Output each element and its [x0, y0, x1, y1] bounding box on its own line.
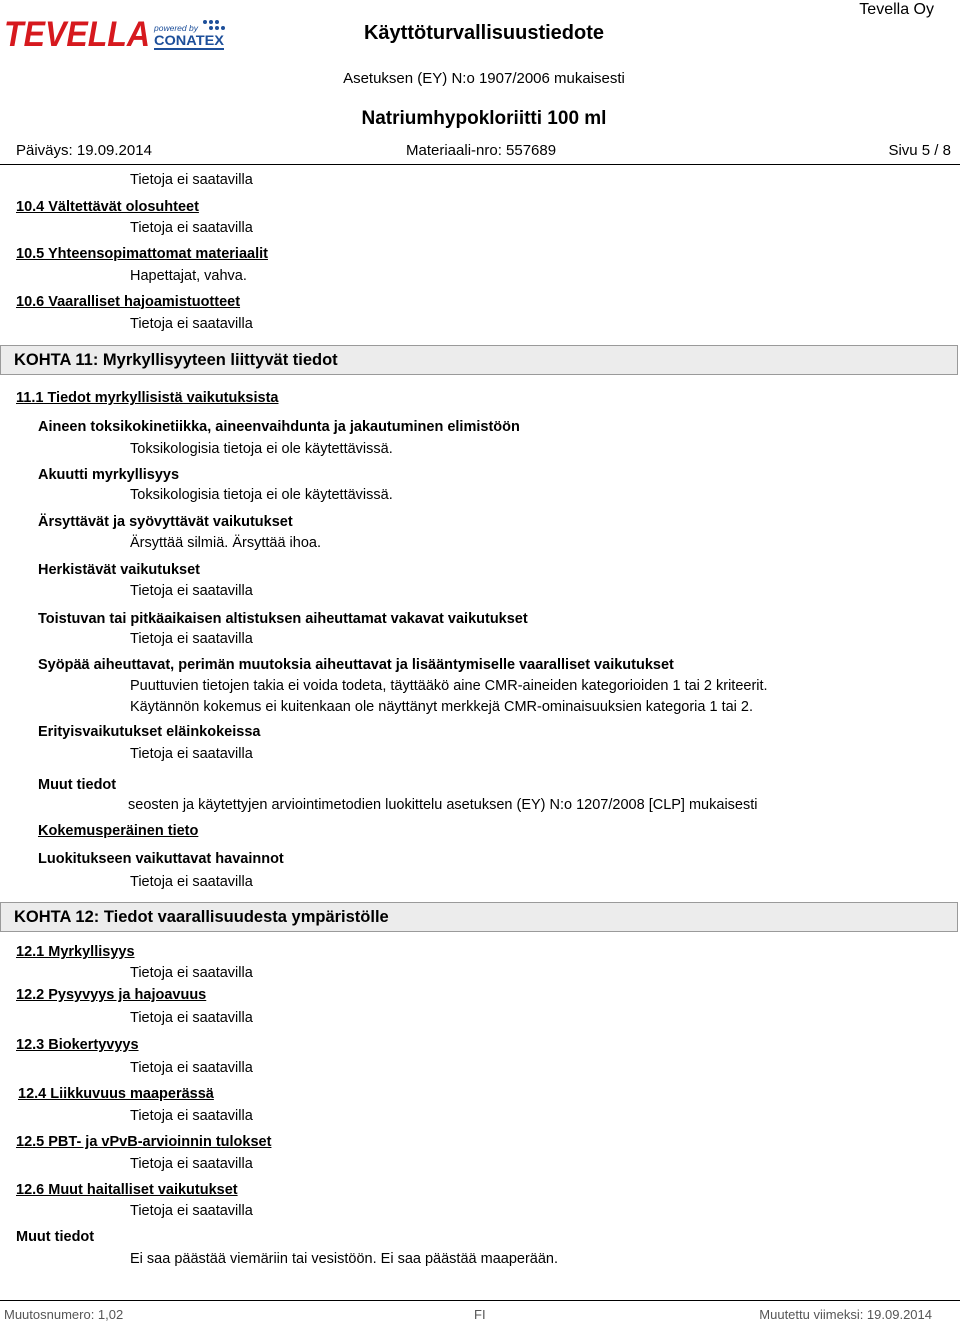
- subsection-heading: 11.1 Tiedot myrkyllisistä vaikutuksista: [16, 390, 279, 406]
- field-value: Tietoja ei saatavilla: [130, 1156, 253, 1172]
- logo-brand-text: CONATEX: [154, 32, 225, 48]
- material-number: Materiaali-nro: 557689: [406, 142, 557, 159]
- field-label: Aineen toksikokinetiikka, aineenvaihdunta ja jakautuminen elimistöön: [38, 419, 520, 435]
- language-code: FI: [474, 1307, 486, 1322]
- field-label: Akuutti myrkyllisyys: [38, 467, 180, 483]
- field-value: Tietoja ei saatavilla: [130, 583, 253, 599]
- field-label: Kokemusperäinen tieto: [38, 823, 199, 839]
- last-modified: Muutettu viimeksi: 19.09.2014: [759, 1307, 932, 1322]
- subsection-heading: 10.6 Vaaralliset hajoamistuotteet: [16, 294, 241, 310]
- field-value: Tietoja ei saatavilla: [130, 874, 253, 890]
- page-number: Sivu 5 / 8: [888, 142, 951, 159]
- regulation-text: Asetuksen (EY) N:o 1907/2006 mukaisesti: [343, 70, 625, 87]
- subsection-heading: 12.6 Muut haitalliset vaikutukset: [16, 1182, 238, 1198]
- section-heading: KOHTA 12: Tiedot vaarallisuudesta ympäristölle: [0, 902, 958, 932]
- field-value: Tietoja ei saatavilla: [130, 1203, 253, 1219]
- field-value: Käytännön kokemus ei kuitenkaan ole näyttänyt merkkejä CMR-ominaisuuksien kategoria 1 tai 2.: [130, 699, 754, 715]
- logo-text: TEVELLA: [4, 15, 150, 54]
- field-label: Syöpää aiheuttavat, perimän muutoksia aiheuttavat ja lisääntymiselle vaaralliset vaikutukset: [38, 657, 674, 673]
- field-value: Tietoja ei saatavilla: [130, 220, 253, 236]
- field-label: Muut tiedot: [38, 777, 117, 793]
- field-label: Luokitukseen vaikuttavat havainnot: [38, 851, 284, 867]
- company-name: Tevella Oy: [859, 1, 934, 18]
- field-value: Tietoja ei saatavilla: [130, 746, 253, 762]
- field-value: Toksikologisia tietoja ei ole käytettävissä.: [130, 441, 393, 457]
- document-date: Päiväys: 19.09.2014: [16, 142, 152, 159]
- field-value: Ärsyttää silmiä. Ärsyttää ihoa.: [130, 535, 321, 551]
- field-value: Hapettajat, vahva.: [130, 268, 247, 284]
- revision-number: Muutosnumero: 1,02: [4, 1307, 124, 1322]
- field-value: Tietoja ei saatavilla: [130, 965, 253, 981]
- field-value: Tietoja ei saatavilla: [130, 1060, 253, 1076]
- subsection-heading: 12.4 Liikkuvuus maaperässä: [18, 1086, 214, 1102]
- field-value: Tietoja ei saatavilla: [130, 631, 253, 647]
- field-label: Herkistävät vaikutukset: [38, 562, 200, 578]
- document-title: Käyttöturvallisuustiedote: [363, 22, 605, 44]
- field-label: Ärsyttävät ja syövyttävät vaikutukset: [38, 514, 293, 530]
- subsection-heading: 12.1 Myrkyllisyys: [16, 944, 135, 960]
- field-value: Tietoja ei saatavilla: [130, 316, 253, 332]
- field-value: seosten ja käytettyjen arviointimetodien luokittelu asetuksen (EY) N:o 1207/2008 [CLP] mukaisesti: [128, 797, 758, 813]
- field-value: Tietoja ei saatavilla: [130, 172, 253, 188]
- subsection-heading: 10.5 Yhteensopimattomat materiaalit: [16, 246, 268, 262]
- field-value: Puuttuvien tietojen takia ei voida todeta, täyttääkö aine CMR-aineiden kategorioiden 1 tai 2 kriteerit.: [130, 678, 768, 694]
- field-label: Toistuvan tai pitkäaikaisen altistuksen aiheuttamat vakavat vaikutukset: [38, 611, 528, 627]
- section-heading: KOHTA 11: Myrkyllisyyteen liittyvät tiedot: [0, 345, 958, 375]
- logo-powered-text: powered by: [154, 23, 198, 33]
- subsection-heading: 12.2 Pysyvyys ja hajoavuus: [16, 987, 207, 1003]
- field-label: Muut tiedot: [16, 1229, 95, 1245]
- field-value: Tietoja ei saatavilla: [130, 1010, 253, 1026]
- field-value: Tietoja ei saatavilla: [130, 1108, 253, 1124]
- subsection-heading: 10.4 Vältettävät olosuhteet: [16, 199, 199, 215]
- field-label: Erityisvaikutukset eläinkokeissa: [38, 724, 261, 740]
- product-name: Natriumhypokloriitti 100 ml: [361, 108, 607, 129]
- field-value: Toksikologisia tietoja ei ole käytettävissä.: [130, 487, 393, 503]
- subsection-heading: 12.3 Biokertyvyys: [16, 1037, 139, 1053]
- footer-divider: [0, 1300, 960, 1301]
- subsection-heading: 12.5 PBT- ja vPvB-arvioinnin tulokset: [16, 1134, 272, 1150]
- header-divider: [0, 164, 960, 165]
- field-value: Ei saa päästää viemäriin tai vesistöön. Ei saa päästää maaperään.: [130, 1251, 558, 1267]
